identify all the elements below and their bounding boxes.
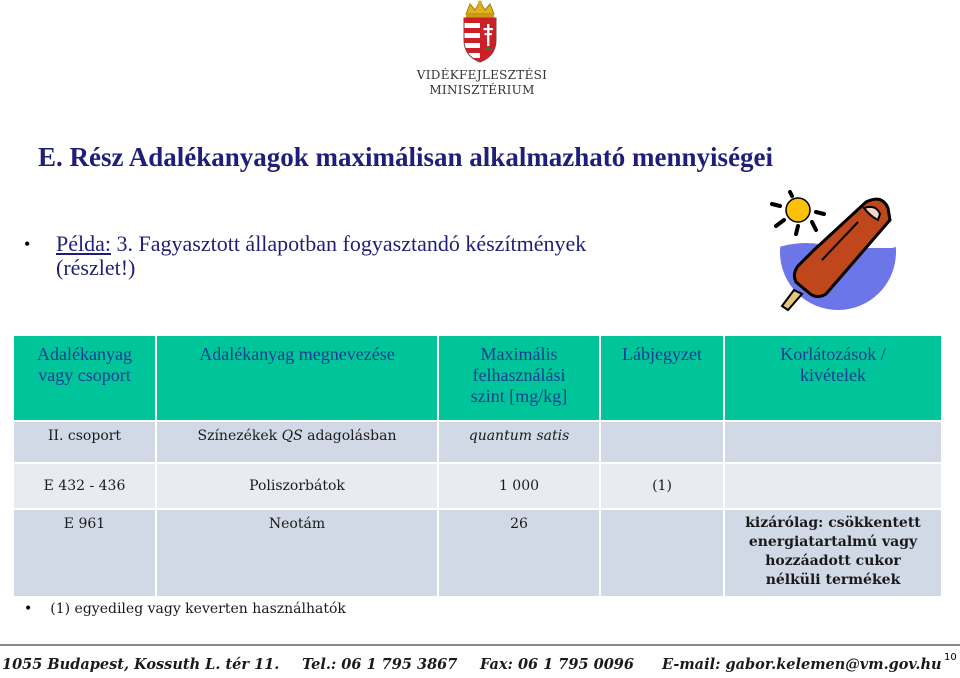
cell-max: quantum satis [438,421,600,463]
cell-footnote [600,421,724,463]
example-label: Példa: [56,231,111,256]
restriction-line: hozzáadott cukor [765,553,901,569]
header-text: Korlátozások / [780,344,886,364]
footer-contact [2,656,952,673]
header-additive-name: Adalékanyag megnevezése [156,336,438,421]
ice-cream-popsicle-icon [766,190,898,312]
cell-name-post: adagolásban [302,428,397,444]
header-restrictions [724,336,942,421]
header-text: kivételek [800,365,866,385]
ministry-name [404,68,560,98]
cell-group: II. csoport [14,421,156,463]
additives-table [14,336,943,598]
header-additive-group [14,336,156,421]
footer-divider [0,644,960,646]
cell-name: Poliszorbátok [156,463,438,509]
example-bullet [24,232,764,280]
cell-name-italic: QS [281,428,303,444]
restriction-line: nélküli termékek [765,572,901,588]
table-header-row [14,336,942,421]
cell-footnote [600,509,724,597]
cell-footnote: (1) [600,463,724,509]
hungarian-coat-of-arms-icon [450,0,510,64]
header-text: felhasználási [472,365,566,385]
cell-max: 1 000 [438,463,600,509]
footer-email[interactable]: E-mail: gabor.kelemen@vm.gov.hu [662,656,942,673]
cell-restriction [724,421,942,463]
page-title: E. Rész Adalékanyagok maximálisan alkalmazható mennyiségei [38,142,774,172]
header-text: vagy csoport [38,365,131,385]
table-row [14,421,942,463]
cell-max: 26 [438,509,600,597]
table-row [14,509,942,597]
example-line1 [56,232,764,256]
page-number: 10 [944,652,957,663]
header-footnote: Lábjegyzet [600,336,724,421]
header-text: Maximális [480,344,558,364]
header-text: Adalékanyag [37,344,132,364]
cell-restriction [724,509,942,597]
footnote [24,601,346,617]
footer-tel: Tel.: 06 1 795 3867 [302,656,458,673]
cell-name [156,421,438,463]
footer-address: 1055 Budapest, Kossuth L. tér 11. [2,656,280,673]
bullet-icon: • [24,601,33,617]
bullet-icon: • [24,234,31,254]
restriction-line: kizárólag: csökkentett [745,515,921,531]
cell-name: Neotám [156,509,438,597]
cell-restriction [724,463,942,509]
table-row [14,463,942,509]
header-text: szint [mg/kg] [470,386,568,406]
example-line2: (részlet!) [56,255,136,280]
cell-name-pre: Színezékek [197,428,282,444]
footer-fax: Fax: 06 1 795 0096 [480,656,634,673]
footnote-text: (1) egyedileg vagy keverten használhatók [50,601,346,617]
ministry-line1: VIDÉKFEJLESZTÉSI [416,68,548,82]
cell-group: E 961 [14,509,156,597]
example-text: 3. Fagyasztott állapotban fogyasztandó készítmények [116,231,587,256]
header-max-level [438,336,600,421]
restriction-line: energiatartalmú vagy [748,534,918,550]
ministry-line2: MINISZTÉRIUM [429,83,535,97]
cell-group: E 432 - 436 [14,463,156,509]
